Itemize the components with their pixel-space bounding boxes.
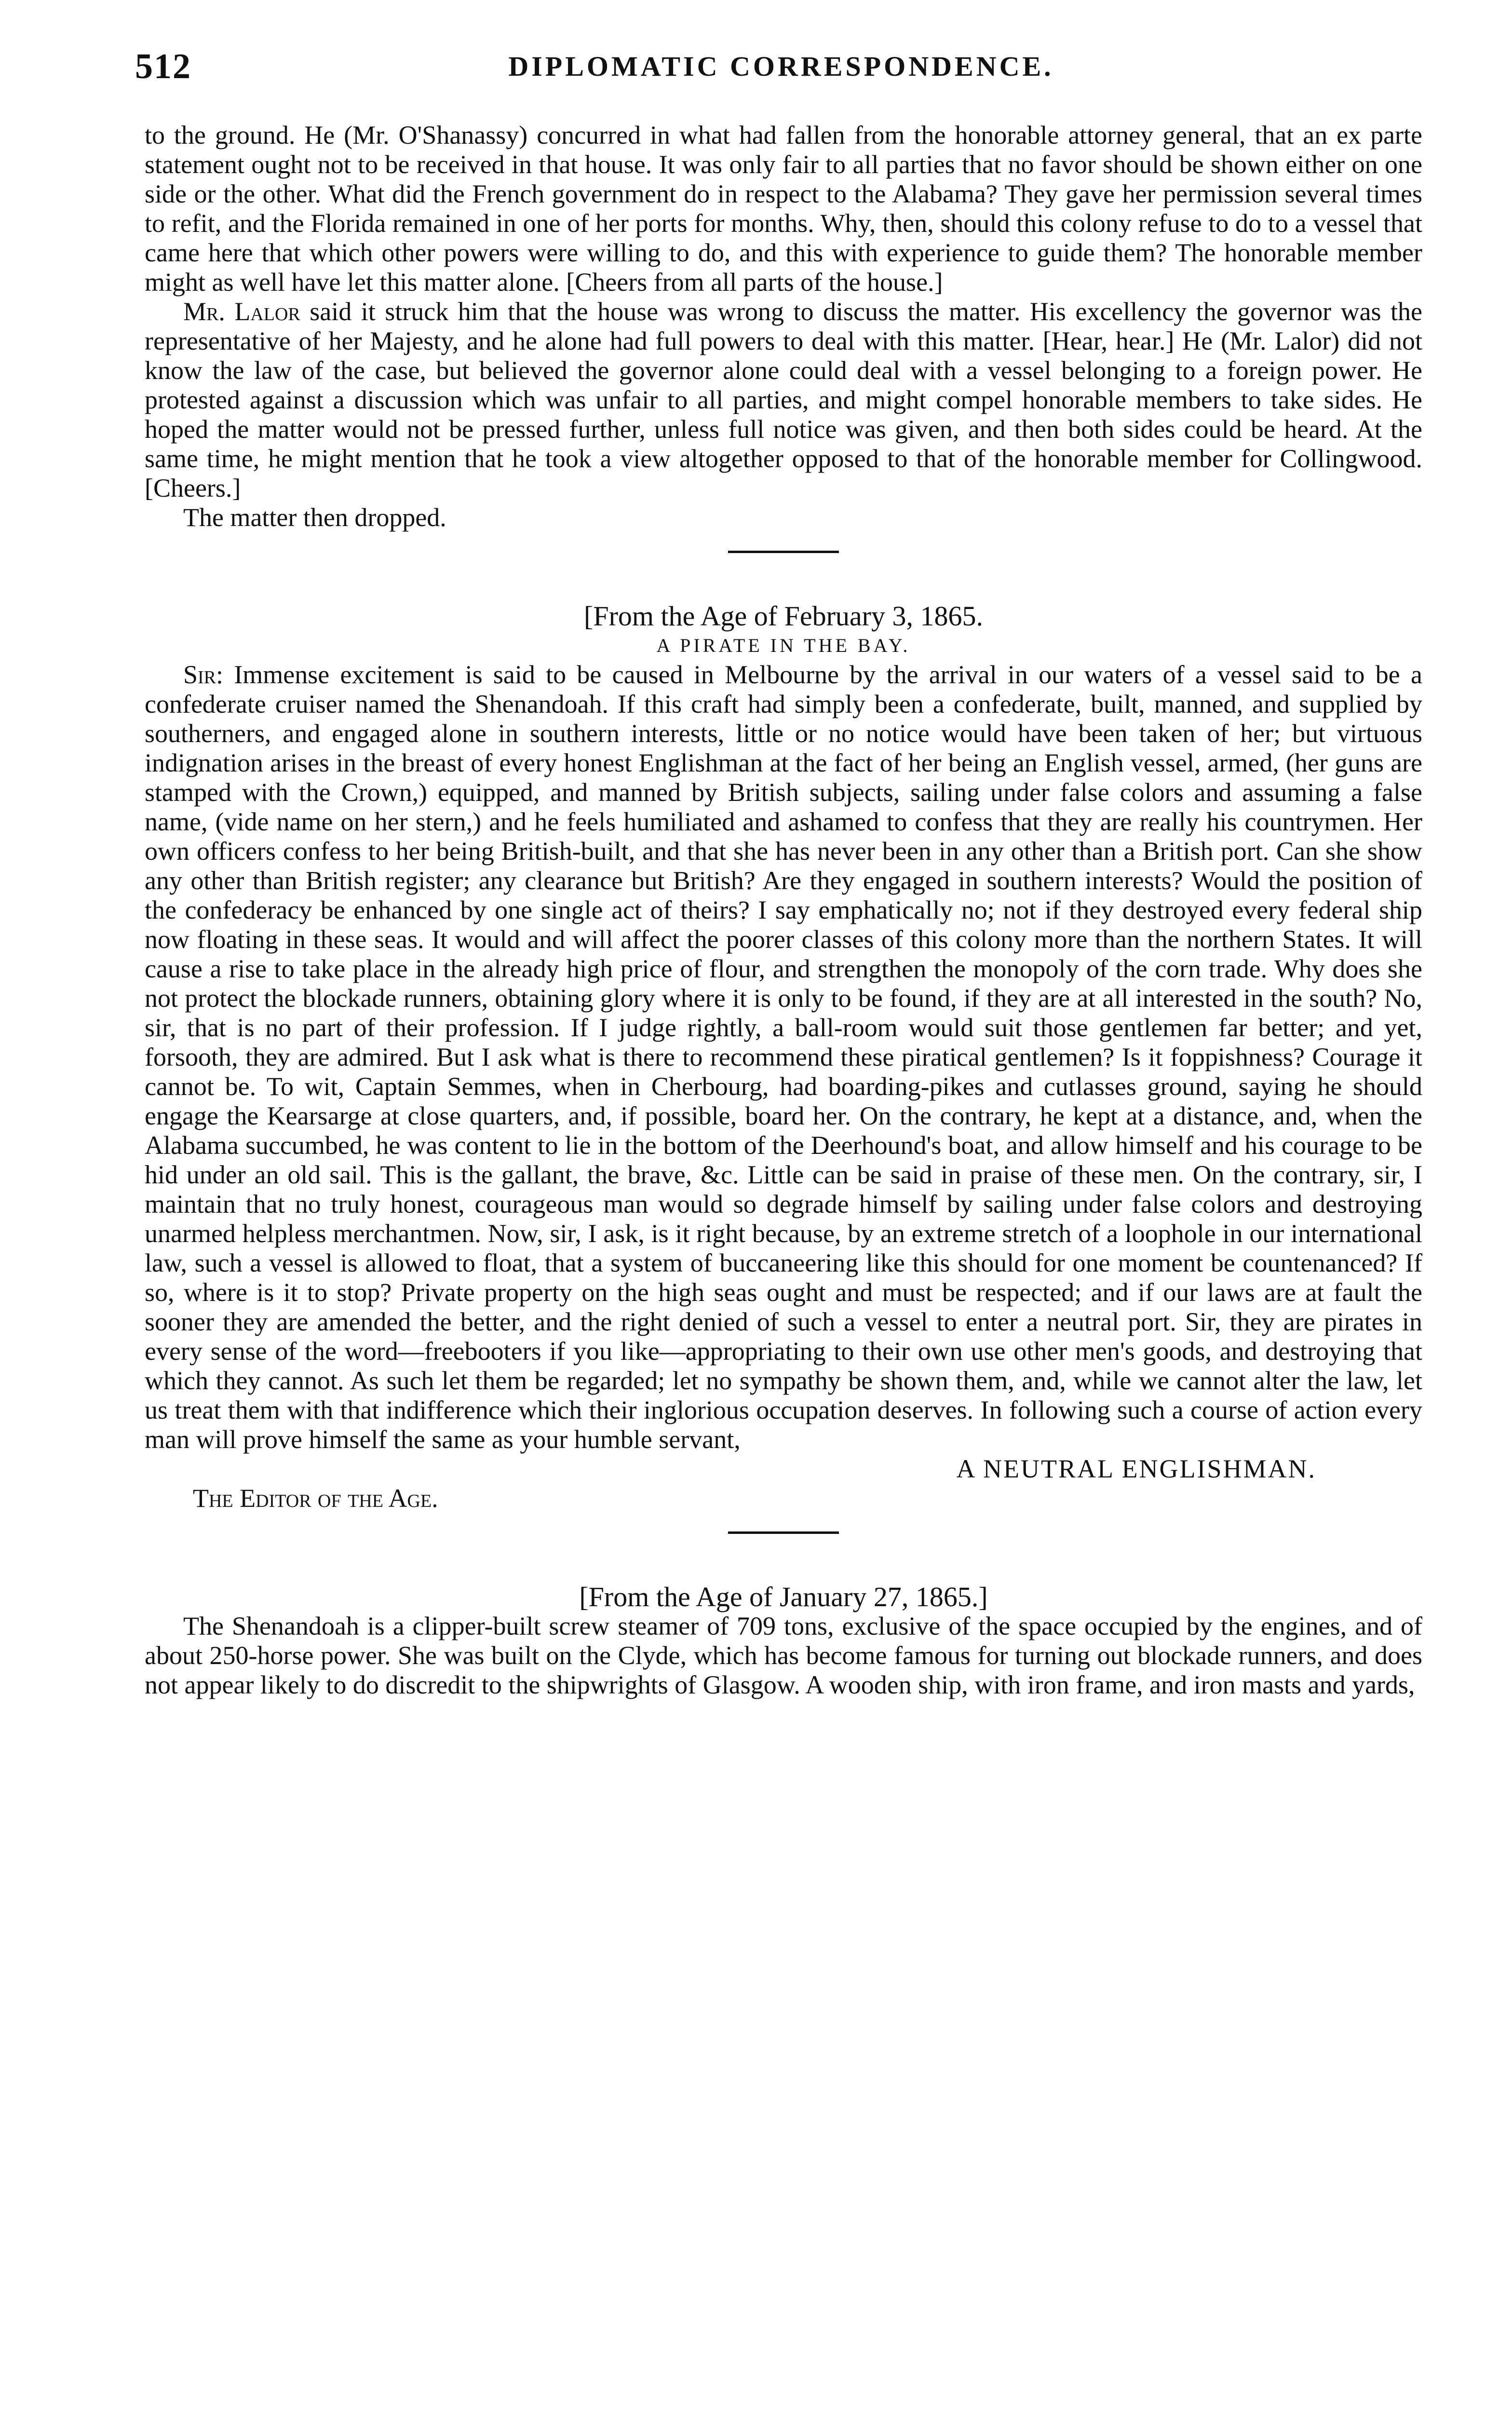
source-line-feb-3: [From the Age of February 3, 1865.	[584, 600, 983, 632]
debate-paragraph-1: to the ground. He (Mr. O'Shanassy) concurred in what had fallen from the honorable attorney general, that an ex parte statement ought not to be received in that house. It was only fair to all parties that no favor should be shown either on one side or the other. What did the French government do in respect to the Alabama? They gave her permission several times to refit, and the Florida remained in one of her ports for months. Why, then, should this colony refuse to do to a vessel that came here that which other powers were willing to do, and this with experience to guide them? The honorable member might as well have let this matter alone. [Cheers from all parts of the house.]	[145, 121, 1422, 297]
letter-text: Immense excitement is said to be caused in Melbourne by the arrival in our waters of a vessel said to be a confederate cruiser named the Shenandoah. If this craft had simply been a confederate, built, manned, and supplied by southerners, and engaged alone in southern interests, little or no notice would have been taken of her; but virtuous indignation arises in the breast of every honest Englishman at the fact of her being an English vessel, armed, (her guns are stamped with the Crown,) equipped, and manned by British subjects, sailing under false colors and assuming a false name, (vide name on her stern,) and he feels humiliated and ashamed to confess that they are really his countrymen. Her own officers confess to her being British-built, and that she has never been in any other than a British port. Can she show any other than British register; any clearance but British? Are they engaged in southern interests? Would the position of the confederacy be enhanced by one single act of theirs? I say emphatically no; not if they destroyed every federal ship now floating in these seas. It would and will affect the poorer classes of this colony more than the northern States. It will cause a rise to take place in the already high price of flour, and strengthen the monopoly of the corn trade. Why does she not protect the blockade runners, obtaining glory where it is only to be found, if they are at all interested in the south? No, sir, that is no part of their profession. If I judge rightly, a ball-room would suit those gentlemen far better; and yet, forsooth, they are admired. But I ask what is there to recommend these piratical gentlemen? Is it foppishness? Courage it cannot be. To wit, Captain Semmes, when in Cherbourg, had boarding-pikes and cutlasses ground, saying he should engage the Kearsarge at close quarters, and, if possible, board her. On the contrary, he kept at a distance, and, when the Alabama succumbed, he was content to lie in the bottom of the Deerhound's boat, and allow himself and his courage to be hid under an old sail. This is the gallant, the brave, &c. Little can be said in praise of these men. On the contrary, sir, I maintain that no truly honest, courageous man would so degrade himself by sailing under false colors and destroying unarmed helpless merchantmen. Now, sir, I ask, is it right because, by an extreme stretch of a loophole in our international law, such a vessel is allowed to float, that a system of buccaneering like this should for one moment be countenanced? If so, where is it to stop? Private property on the high seas ought and must be respected; and if our laws are at fault the sooner they are amended the better, and the right denied of such a vessel to enter a neutral port. Sir, they are pirates in every sense of the word—freebooters if you like—appropriating to their own use other men's goods, and destroying that which they cannot. As such let them be regarded; let no sympathy be shown them, and, while we cannot alter the law, let us treat them with that indifference which their inglorious occupation deserves. In following such a course of action every man will prove himself the same as your humble servant,	[145, 660, 1422, 1454]
body-text	[145, 121, 1422, 1700]
debate-paragraph-2	[145, 297, 1422, 503]
article-headline: A PIRATE IN THE BAY.	[656, 635, 911, 656]
running-head: DIPLOMATIC CORRESPONDENCE.	[508, 51, 1054, 82]
page-number: 512	[135, 47, 191, 86]
debate-paragraph-3: The matter then dropped.	[183, 503, 446, 532]
source-line-jan-27: [From the Age of January 27, 1865.]	[579, 1581, 988, 1612]
section-divider-2	[728, 1531, 839, 1534]
letter-signature: A NEUTRAL ENGLISHMAN.	[956, 1454, 1316, 1483]
letter-body	[145, 660, 1422, 1454]
letter-salutation: Sir:	[183, 660, 224, 689]
debate-paragraph-2-text: said it struck him that the house was wrong to discuss the matter. His excellency the governor was the representative of her Majesty, and he alone had full powers to deal with this matter. [Hear, hear.] He (Mr. Lalor) did not know the law of the case, but believed the governor alone could deal with a vessel belonging to a foreign power. He protested against a discussion which was unfair to all parties, and might compel honorable members to take sides. He hoped the matter would not be pressed further, unless full notice was given, and then both sides could be heard. At the same time, he might mention that he took a view altogether opposed to that of the honorable member for Collingwood. [Cheers.]	[145, 297, 1423, 502]
page-header	[135, 46, 1427, 99]
speaker-name: Mr. Lalor	[183, 297, 300, 326]
section-divider	[728, 551, 839, 553]
letter-addressee: The Editor of the Age.	[193, 1484, 438, 1513]
shenandoah-paragraph: The Shenandoah is a clipper-built screw steamer of 709 tons, exclusive of the space occupied by the engines, and of about 250-horse power. She was built on the Clyde, which has become famous for turning out blockade runners, and does not appear likely to do discredit to the shipwrights of Glasgow. A wooden ship, with iron frame, and iron masts and yards,	[145, 1612, 1422, 1699]
